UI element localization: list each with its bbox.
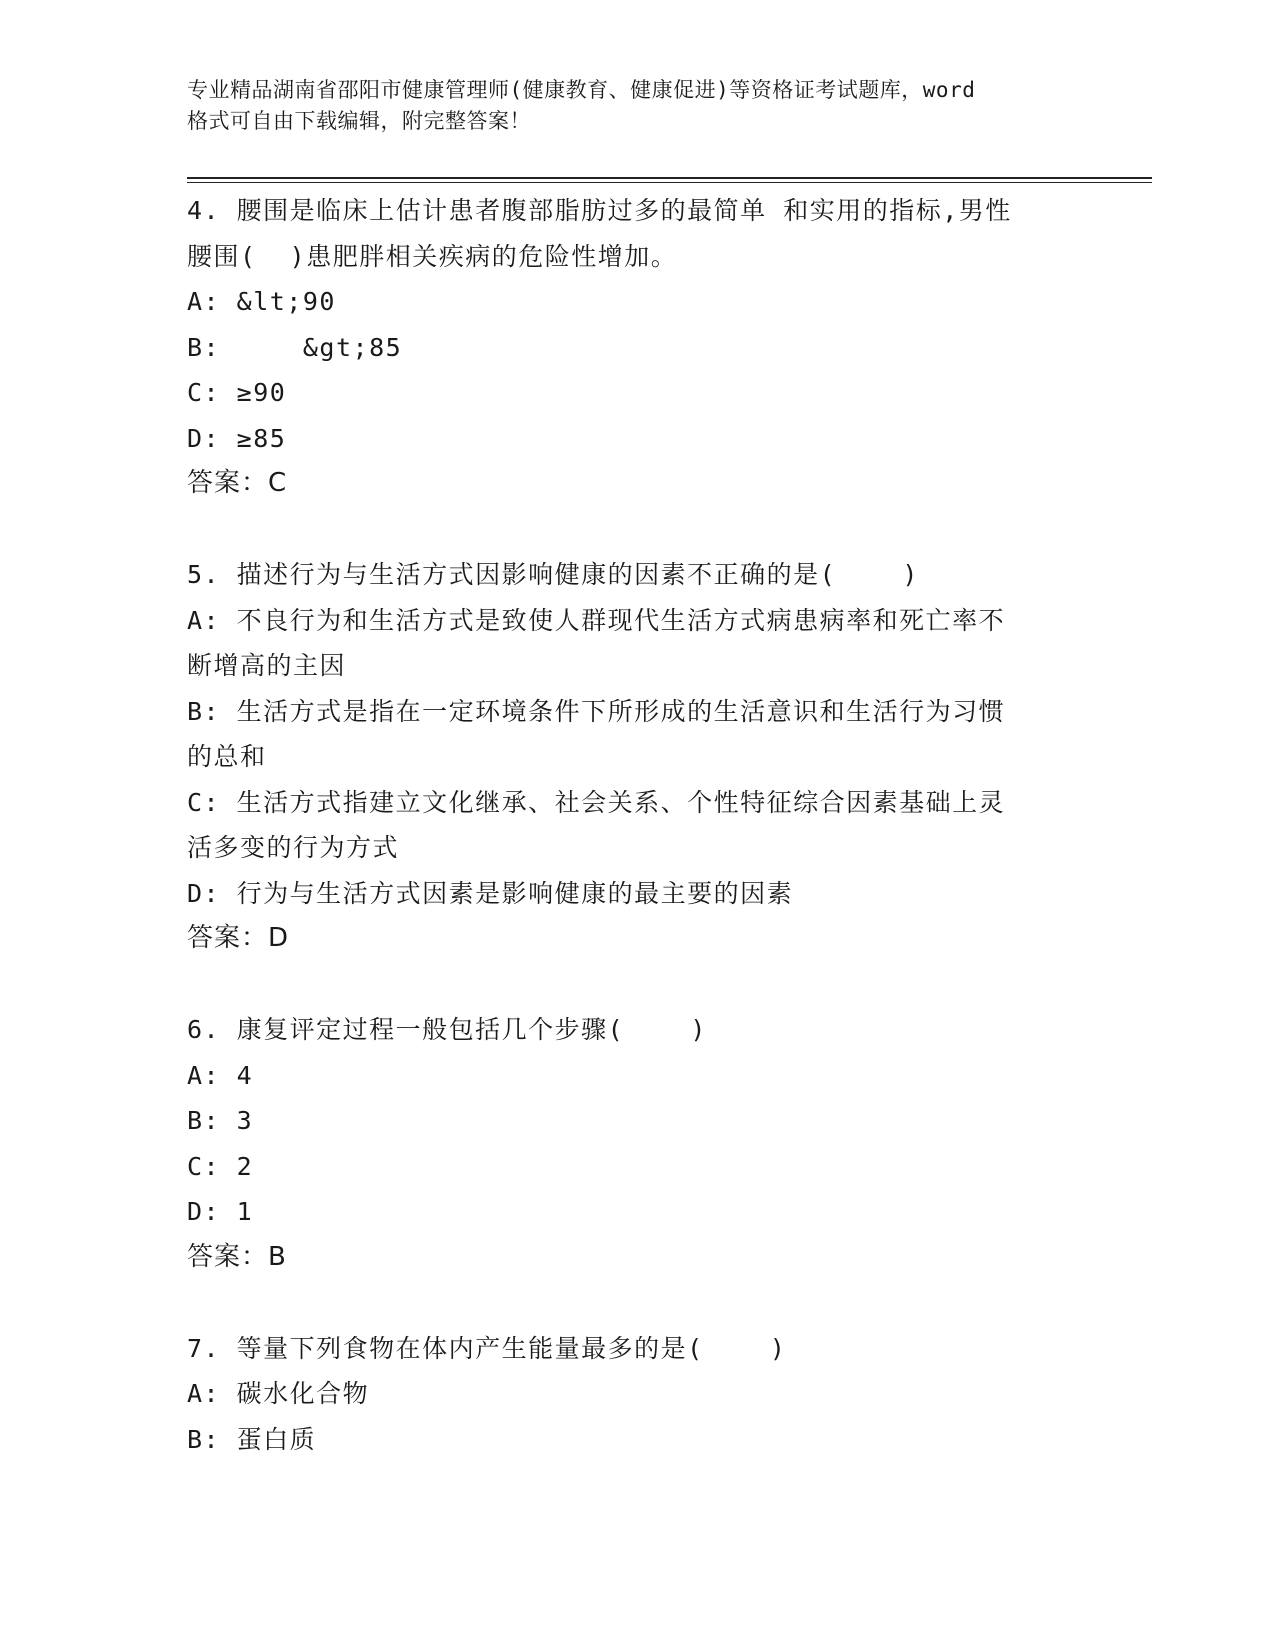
document-header: [187, 75, 1087, 137]
question-stem: 7. 等量下列食物在体内产生能量最多的是( ): [187, 1333, 787, 1363]
document-page: [187, 0, 1152, 1650]
question-stem: 5. 描述行为与生活方式因影响健康的因素不正确的是( ): [187, 560, 919, 589]
option-a-cont: 断增高的主因: [187, 651, 347, 680]
question-5: [187, 552, 1087, 962]
option-a: A: 4: [187, 1060, 254, 1090]
option-b: B: &gt;85: [187, 332, 403, 362]
option-d: D: 1: [187, 1197, 254, 1226]
answer-line: 答案：C: [187, 468, 288, 498]
question-6: [187, 1007, 1087, 1280]
option-a: A: 碳水化合物: [187, 1379, 370, 1408]
header-divider-thick: [187, 177, 1152, 179]
option-b: B: 蛋白质: [187, 1424, 317, 1454]
question-stem: 6. 康复评定过程一般包括几个步骤( ): [187, 1015, 707, 1044]
question-4: [187, 188, 1087, 507]
question-list: [187, 188, 1087, 1462]
option-b: B: 3: [187, 1106, 254, 1135]
option-c: C: 生活方式指建立文化继承、社会关系、个性特征综合因素基础上灵: [187, 787, 1006, 817]
question-spacer: [187, 507, 1087, 553]
option-a: A: 不良行为和生活方式是致使人群现代生活方式病患病率和死亡率不: [187, 605, 1006, 635]
option-d: D: 行为与生活方式因素是影响健康的最主要的因素: [187, 878, 794, 908]
answer-line: 答案：D: [187, 923, 290, 953]
option-d: D: ≥85: [187, 423, 287, 453]
option-b: B: 生活方式是指在一定环境条件下所形成的生活意识和生活行为习惯: [187, 696, 1006, 726]
option-c-cont: 活多变的行为方式: [187, 833, 400, 862]
option-b-cont: 的总和: [187, 742, 267, 771]
header-divider-thin: [187, 182, 1152, 183]
option-a: A: &lt;90: [187, 287, 336, 316]
question-spacer: [187, 962, 1087, 1008]
question-stem: 4. 腰围是临床上估计患者腹部脂肪过多的最简单 和实用的指标,男性: [187, 196, 1012, 225]
option-c: C: ≥90: [187, 378, 287, 407]
question-7: [187, 1326, 1087, 1463]
question-spacer: [187, 1280, 1087, 1326]
answer-line: 答案：B: [187, 1241, 287, 1272]
header-line-2: 格式可自由下载编辑，附完整答案！: [187, 109, 531, 133]
option-c: C: 2: [187, 1151, 254, 1181]
question-stem-cont: 腰围( )患肥胖相关疾病的危险性增加。: [187, 241, 678, 271]
header-line-1: 专业精品湖南省邵阳市健康管理师(健康教育、健康促进)等资格证考试题库，word: [187, 78, 976, 102]
